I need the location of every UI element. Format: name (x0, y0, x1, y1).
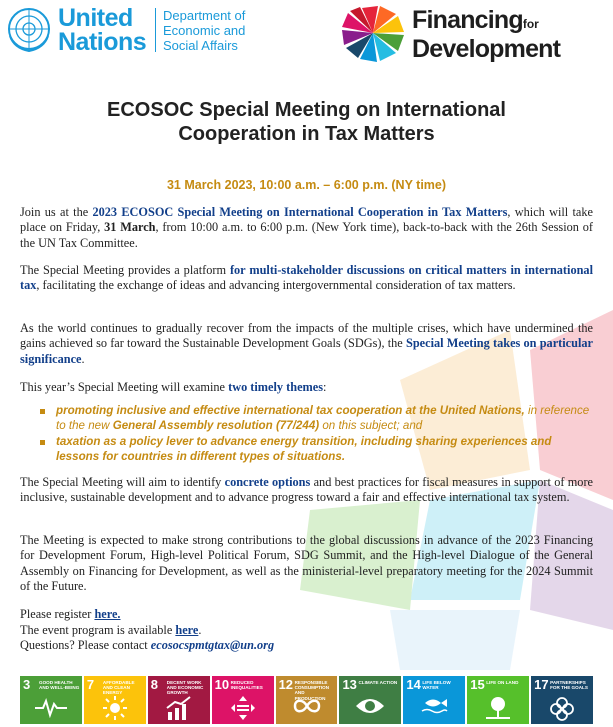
platform-paragraph: The Special Meeting provides a platform for multi-stakeholder discussions on critical matters in international tax, facilitating the exchange of ideas and advancing intergovernmental consideration of tax matters. (20, 263, 593, 293)
sdg-tile: 14 LIFE BELOW WATER (403, 676, 465, 724)
significance-paragraph: As the world continues to gradually recover from the impacts of the multiple crises, which have undermined the gains achieved so far toward the Sustainable Development Goals (SDGs), the Special Meeting takes on particular significance. (20, 321, 593, 366)
program-line: The event program is available here. (20, 622, 202, 637)
header-divider (155, 8, 156, 52)
growth-chart-icon (166, 696, 192, 720)
desa-line1: Department of (163, 8, 246, 23)
desa-line2: Economic and (163, 23, 246, 38)
ffd-line2: Development (412, 35, 561, 63)
ffd-flower-logo-icon (340, 4, 406, 62)
sdg-tile: 12 RESPONSIBLE CONSUMPTION AND PRODUCTION (276, 676, 338, 724)
page-title (0, 98, 613, 146)
sun-icon (103, 696, 127, 720)
desa-name (163, 8, 245, 53)
sdg-tile: 8 DECENT WORK AND ECONOMIC GROWTH (148, 676, 210, 724)
sdg-tile: 15 LIFE ON LAND (467, 676, 529, 724)
sdg-tile: 10 REDUCED INEQUALITIES (212, 676, 274, 724)
un-wordmark (58, 6, 146, 54)
sdg-tile: 17 PARTNERSHIPS FOR THE GOALS (531, 676, 593, 724)
tree-icon (484, 696, 512, 720)
aims-paragraph: The Special Meeting will aim to identify concrete options and best practices for fiscal measures in support of more inclusive, sustainable development and to advance progress toward a fair and effective international tax system. (20, 475, 594, 505)
bullet-square-icon (40, 409, 45, 414)
desa-line3: Social Affairs (163, 38, 238, 53)
register-line: Please register here. (20, 607, 121, 621)
equality-icon (231, 696, 255, 720)
sdg-tile: 13 CLIMATE ACTION (339, 676, 401, 724)
infinity-icon (292, 696, 322, 716)
event-date: 31 March 2023, 10:00 a.m. – 6:00 p.m. (NY time) (166, 178, 447, 192)
list-item: promoting inclusive and effective international tax cooperation at the United Nations, in reference to the new General Assembly resolution (77/244) on this subject; and (38, 404, 593, 433)
heartbeat-icon (34, 696, 68, 718)
list-item: taxation as a policy lever to advance energy transition, including sharing experiences and lessons for countries in different types of situations. (38, 435, 593, 464)
title-line1: ECOSOC Special Meeting on International (107, 99, 506, 121)
contact-email-link[interactable]: ecosocspmtgtax@un.org (150, 638, 275, 653)
sdg-tile: 7 AFFORDABLE AND CLEAN ENERGY (84, 676, 146, 724)
ffd-line1: Financing (412, 6, 523, 34)
themes-intro: This year’s Special Meeting will examine two timely themes: (20, 380, 327, 394)
ffd-wordmark (412, 8, 560, 62)
eye-globe-icon (355, 696, 385, 716)
themes-list (38, 404, 593, 466)
rings-icon (549, 696, 575, 722)
title-line2: Cooperation in Tax Matters (178, 123, 435, 145)
bullet-square-icon (40, 440, 45, 445)
sdg-tile: 3 GOOD HEALTH AND WELL-BEING (20, 676, 82, 724)
fish-icon (419, 696, 449, 718)
program-link[interactable]: here (175, 622, 199, 637)
register-link[interactable]: here. (94, 607, 121, 621)
un-name-line1: United (58, 4, 133, 32)
contact-section (20, 607, 274, 654)
intro-paragraph: Join us at the 2023 ECOSOC Special Meeting on International Cooperation in Tax Matters, which will take place on Friday, 31 March, from 10:00 a.m. to 6:00 p.m. (New York time), back-to-back with the 26th Session of the UN Tax Committee. (20, 205, 593, 250)
ffd-for: for (522, 17, 539, 31)
sdg-icons-row (20, 676, 593, 724)
questions-line: Questions? Please contact ecosocspmtgtax@un.org (20, 638, 275, 653)
un-name-line2: Nations (58, 28, 147, 56)
un-emblem-icon (6, 6, 52, 52)
contributions-paragraph: The Meeting is expected to make strong contributions to the global discussions in advance of the 2023 Financing for Development Forum, High-level Political Forum, SDG Summit, and the High-level Dialogue of the General Assembly on Financing for Development, as well as the ministerial-level preparatory meeting for the 2024 Summit of the Future. (20, 533, 593, 593)
